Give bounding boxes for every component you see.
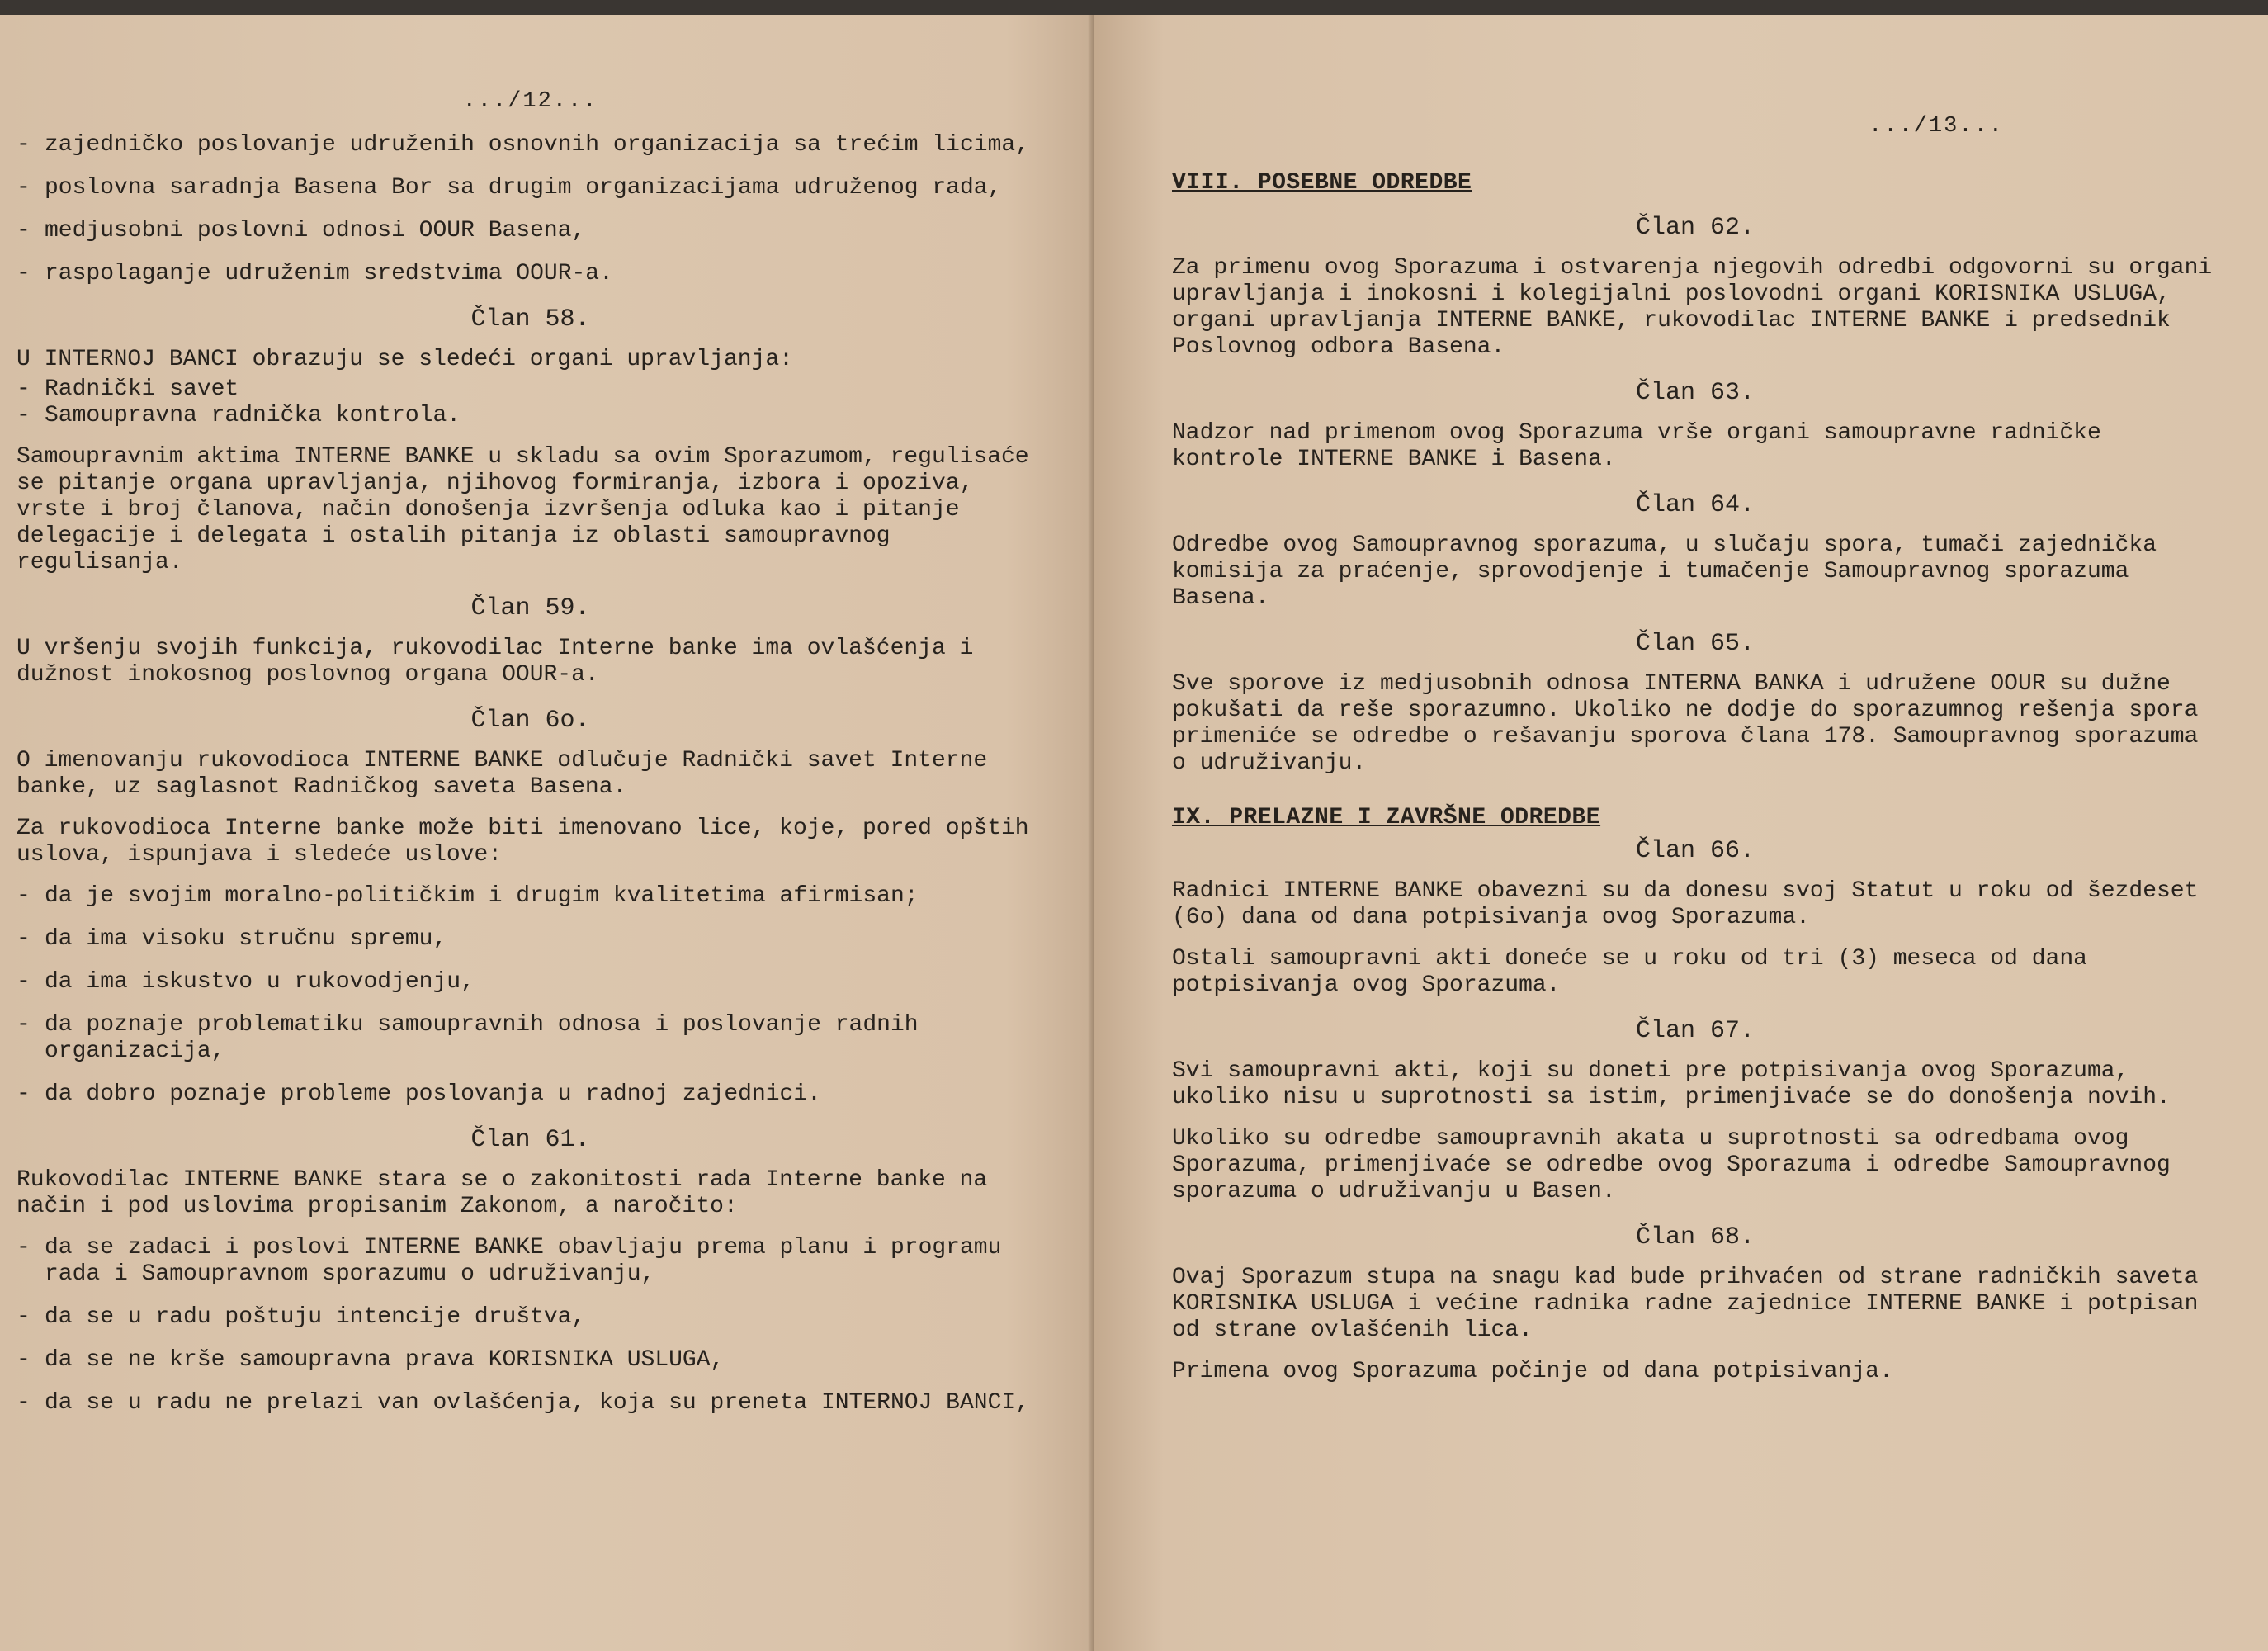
- article-67-text2: Ukoliko su odredbe samoupravnih akata u suprotnosti sa odredbama ovog Sporazuma, primenjivaće se odredbe ovog Sporazuma i odredbe Samoupravnog sporazuma o udruživanju u Basen.: [1172, 1126, 2171, 1204]
- list-item: - zajedničko poslovanje udruženih osnovnih organizacija sa trećim licima,: [17, 132, 1029, 158]
- list-item: - da je svojim moralno-političkim i drugim kvalitetima afirmisan;: [17, 883, 919, 909]
- article-58-paragraph: Samoupravnim aktima INTERNE BANKE u skladu sa ovim Sporazumom, regulisaće se pitanje organa upravljanja, njihovog formiranja, izbora i opoziva, vrste i broj članova, način donošenja izvršenja odluka kao i pitanje delegacije i delegata i ostalih pitanja iz oblasti samoupravnog regulisanja.: [17, 444, 1029, 575]
- article-66-title: Član 66.: [1635, 837, 1755, 865]
- article-63-text: Nadzor nad primenom ovog Sporazuma vrše organi samoupravne radničke kontrole INTERNE BANKE i Basena.: [1172, 420, 2101, 472]
- article-58-text: U INTERNOJ BANCI obrazuju se sledeći organi upravljanja:: [17, 347, 793, 372]
- article-68-title: Član 68.: [1635, 1223, 1755, 1251]
- article-65-title: Član 65.: [1635, 630, 1755, 658]
- article-60-text2: Za rukovodioca Interne banke može biti imenovano lice, koje, pored opštih uslova, ispunjava i sledeće uslove:: [17, 816, 1029, 868]
- article-66-text: Radnici INTERNE BANKE obavezni su da donesu svoj Statut u roku od šezdeset (6o) dana od dana potpisivanja ovog Sporazuma.: [1172, 878, 2199, 930]
- article-67-text: Svi samoupravni akti, koji su doneti pre potpisivanja ovog Sporazuma, ukoliko nisu u suprotnosti sa istim, primenjivaće se do donošenja novih.: [1172, 1058, 2171, 1110]
- list-item: - da se zadaci i poslovi INTERNE BANKE obavljaju prema planu i programu rada i Samoupravnom sporazumu o udruživanju,: [17, 1235, 1002, 1287]
- list-item: - da ima iskustvo u rukovodjenju,: [17, 969, 475, 995]
- list-item: - raspolaganje udruženim sredstvima OOUR-a.: [17, 261, 613, 286]
- article-64-title: Član 64.: [1635, 491, 1755, 519]
- list-item: - poslovna saradnja Basena Bor sa drugim organizacijama udruženog rada,: [17, 175, 1002, 201]
- article-61-title: Član 61.: [470, 1126, 590, 1154]
- page-number-right: .../13...: [1869, 114, 2004, 139]
- article-58-title: Član 58.: [470, 305, 590, 334]
- list-item: - da dobro poznaje probleme poslovanja u radnoj zajednici.: [17, 1081, 821, 1107]
- list-item: - da se u radu poštuju intencije društva,: [17, 1304, 586, 1330]
- list-item: - da se u radu ne prelazi van ovlašćenja, koja su preneta INTERNOJ BANCI,: [17, 1390, 1029, 1416]
- list-item: - Samoupravna radnička kontrola.: [17, 403, 461, 428]
- right-page: [1094, 15, 2268, 1651]
- list-item: - da poznaje problematiku samoupravnih odnosa i poslovanje radnih organizacija,: [17, 1012, 919, 1064]
- article-63-title: Član 63.: [1635, 379, 1755, 407]
- list-item: - da se ne krše samoupravna prava KORISNIKA USLUGA,: [17, 1347, 725, 1373]
- list-item: - medjusobni poslovni odnosi OOUR Basena,: [17, 218, 586, 244]
- article-62-title: Član 62.: [1635, 214, 1755, 242]
- article-62-text: Za primenu ovog Sporazuma i ostvarenja njegovih odredbi odgovorni su organi upravljanja i inokosni i kolegijalni poslovodni organi KORISNIKA USLUGA, organi upravljanja INTERNE BANKE, rukovodilac INTERNE BANKE i predsednik Poslovnog odbora Basena.: [1172, 255, 2213, 360]
- article-67-title: Član 67.: [1635, 1017, 1755, 1045]
- section-heading-9: IX. PRELAZNE I ZAVRŠNE ODREDBE: [1172, 805, 1601, 830]
- article-60-list: [17, 883, 1044, 1108]
- article-61-text: Rukovodilac INTERNE BANKE stara se o zakonitosti rada Interne banke na način i pod uslovima propisanim Zakonom, a naročito:: [17, 1167, 988, 1219]
- article-60-title: Član 6o.: [470, 707, 590, 735]
- article-68-text2: Primena ovog Sporazuma počinje od dana potpisivanja.: [1172, 1359, 1893, 1384]
- list-item: - da ima visoku stručnu spremu,: [17, 926, 447, 952]
- article-64-text: Odredbe ovog Samoupravnog sporazuma, u slučaju spora, tumači zajednička komisija za praćenje, sprovodjenje i tumačenje Samoupravnog sporazuma Basena.: [1172, 532, 2157, 611]
- article-59-title: Član 59.: [470, 594, 590, 622]
- section-heading-8: VIII. POSEBNE ODREDBE: [1172, 170, 1472, 196]
- intro-list: [17, 132, 1044, 287]
- page-number-left: .../12...: [462, 89, 598, 114]
- article-65-text: Sve sporove iz medjusobnih odnosa INTERNA BANKA i udružene OOUR su dužne pokušati da reše sporazumno. Ukoliko ne dodje do sporazumnog rešenja spora primeniće se odredbe o rešavanju sporova člana 178. Samoupravnog sporazuma o udruživanju.: [1172, 671, 2199, 776]
- article-61-list: [17, 1235, 1044, 1417]
- article-59-text: U vršenju svojih funkcija, rukovodilac Interne banke ima ovlašćenja i dužnost inokosnog poslovnog organa OOUR-a.: [17, 636, 974, 688]
- list-item: - Radnički savet: [17, 376, 239, 402]
- article-66-text2: Ostali samoupravni akti doneće se u roku od tri (3) meseca od dana potpisivanja ovog Sporazuma.: [1172, 946, 2087, 998]
- article-68-text: Ovaj Sporazum stupa na snagu kad bude prihvaćen od strane radničkih saveta KORISNIKA USLUGA i većine radnika radne zajednice INTERNE BANKE i potpisan od strane ovlašćenih lica.: [1172, 1265, 2199, 1343]
- article-60-text: O imenovanju rukovodioca INTERNE BANKE odlučuje Radnički savet Interne banke, uz saglasnot Radničkog saveta Basena.: [17, 748, 988, 800]
- left-page: [0, 15, 1094, 1651]
